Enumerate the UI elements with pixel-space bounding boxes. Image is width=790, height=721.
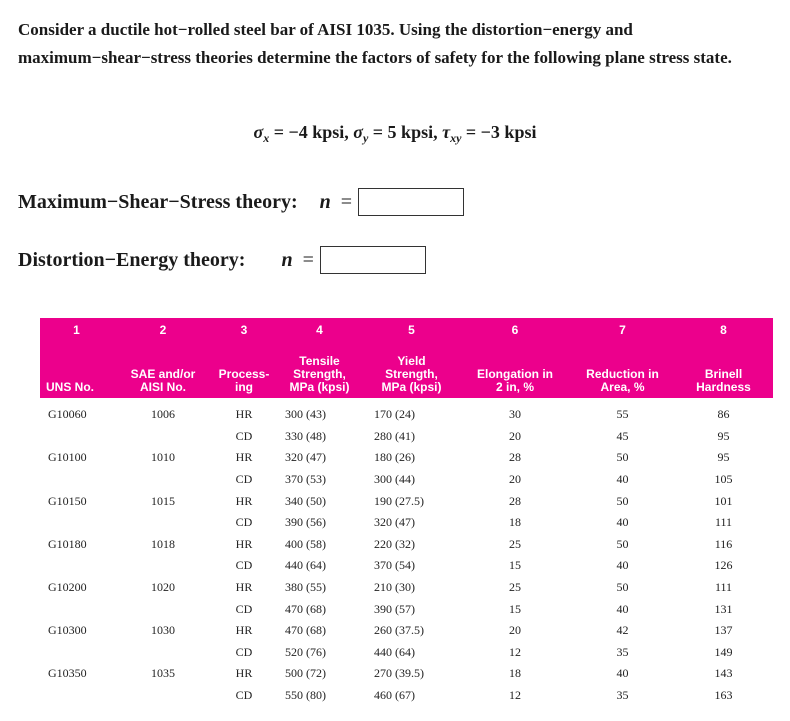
sigma-y-value: = 5 kpsi, [368,122,438,142]
cell-brinell-hardness: 126 [714,558,733,573]
cell-uns-no: G10180 [48,536,87,551]
cell-brinell-hardness: 131 [714,601,733,616]
cell-yield-strength: 270 (39.5) [374,666,424,681]
cell-sae-aisi-no [113,512,213,534]
column-number: 3 [213,318,275,340]
cell-processing: HR [235,666,253,681]
cell-tensile-strength: 470 (68) [285,601,326,616]
cell-processing: CD [235,644,253,659]
cell-reduction-in-area: 40 [616,666,629,681]
header-elongation: Elongation in 2 in, % [459,340,571,398]
column-number: 8 [674,318,773,340]
cell-brinell-hardness: 111 [714,580,733,595]
stress-state-equation [0,122,790,146]
cell-elongation: 18 [509,666,521,681]
cell-yield-strength: 190 (27.5) [374,493,424,508]
table-row [40,663,773,685]
cell-reduction-in-area: 40 [616,558,629,573]
cell-elongation: 25 [509,536,521,551]
sigma-y-symbol: σ [353,122,363,142]
table-row [40,447,773,469]
cell-processing: CD [235,601,253,616]
cell-processing: CD [235,472,253,487]
cell-sae-aisi-no [113,555,213,577]
cell-reduction-in-area: 50 [616,450,629,465]
cell-processing: CD [235,558,253,573]
table-row [40,534,773,556]
cell-tensile-strength: 330 (48) [285,428,326,443]
cell-yield-strength: 390 (57) [374,601,415,616]
cell-uns-no [40,512,113,534]
cell-processing: HR [235,407,253,422]
column-number: 5 [364,318,459,340]
max-shear-stress-input[interactable] [358,188,464,216]
cell-processing: HR [235,493,253,508]
distortion-energy-label: Distortion−Energy theory: [18,248,246,271]
n-symbol: n [319,190,331,213]
cell-tensile-strength: 340 (50) [285,493,326,508]
cell-tensile-strength: 470 (68) [285,623,326,638]
cell-sae-aisi-no [113,642,213,664]
cell-tensile-strength: 400 (58) [285,536,326,551]
cell-elongation: 25 [509,580,521,595]
cell-brinell-hardness: 163 [714,688,733,703]
cell-brinell-hardness: 105 [714,472,733,487]
cell-brinell-hardness: 116 [714,536,733,551]
cell-reduction-in-area: 45 [616,428,629,443]
header-brinell-hardness: Brinell Hardness [674,340,773,398]
cell-tensile-strength: 520 (76) [285,644,326,659]
sigma-x-subscript: x [263,131,270,145]
header-sae-aisi-no: SAE and/or AISI No. [113,340,213,398]
cell-brinell-hardness: 111 [714,515,733,530]
cell-uns-no: G10150 [48,493,87,508]
column-number-row [40,318,773,340]
cell-reduction-in-area: 40 [616,472,629,487]
cell-brinell-hardness: 86 [717,407,730,422]
cell-elongation: 12 [509,644,521,659]
column-number: 2 [113,318,213,340]
cell-brinell-hardness: 101 [714,493,733,508]
header-yield-strength: Yield Strength, MPa (kpsi) [364,340,459,398]
header-reduction-in-area: Reduction in Area, % [571,340,674,398]
cell-elongation: 28 [509,493,521,508]
header-tensile-strength: Tensile Strength, MPa (kpsi) [275,340,364,398]
cell-reduction-in-area: 40 [616,601,629,616]
cell-uns-no: G10350 [48,666,87,681]
cell-yield-strength: 280 (41) [374,428,415,443]
cell-tensile-strength: 550 (80) [285,688,326,703]
cell-tensile-strength: 300 (43) [285,407,326,422]
table-row [40,490,773,512]
cell-yield-strength: 170 (24) [374,407,415,422]
cell-sae-aisi-no [113,685,213,707]
cell-brinell-hardness: 137 [714,623,733,638]
table-row [40,642,773,664]
sigma-x-value: = −4 kpsi, [269,122,349,142]
distortion-energy-input[interactable] [320,246,426,274]
max-shear-stress-label: Maximum−Shear−Stress theory: [18,190,298,213]
column-number: 6 [459,318,571,340]
cell-elongation: 28 [509,450,521,465]
cell-sae-aisi-no [113,469,213,491]
column-number: 7 [571,318,674,340]
cell-yield-strength: 320 (47) [374,515,415,530]
cell-yield-strength: 210 (30) [374,580,415,595]
cell-processing: CD [235,515,253,530]
cell-sae-aisi-no: 1020 [151,580,175,595]
cell-sae-aisi-no [113,598,213,620]
cell-reduction-in-area: 40 [616,515,629,530]
column-number: 4 [275,318,364,340]
cell-sae-aisi-no: 1015 [151,493,175,508]
cell-brinell-hardness: 149 [714,644,733,659]
cell-yield-strength: 460 (67) [374,688,415,703]
cell-processing: HR [235,623,253,638]
cell-yield-strength: 260 (37.5) [374,623,424,638]
cell-yield-strength: 300 (44) [374,472,415,487]
cell-tensile-strength: 390 (56) [285,515,326,530]
cell-sae-aisi-no: 1010 [151,450,175,465]
tau-xy-symbol: τ [442,122,451,142]
cell-reduction-in-area: 42 [616,623,629,638]
cell-uns-no [40,469,113,491]
table-row [40,398,773,426]
cell-processing: HR [235,450,253,465]
table-row [40,577,773,599]
cell-tensile-strength: 440 (64) [285,558,326,573]
cell-reduction-in-area: 35 [616,644,629,659]
cell-sae-aisi-no: 1035 [151,666,175,681]
header-uns-no: UNS No. [40,340,113,398]
cell-uns-no: G10100 [48,450,87,465]
cell-brinell-hardness: 143 [714,666,733,681]
cell-reduction-in-area: 55 [616,407,629,422]
column-number: 1 [40,318,113,340]
cell-elongation: 20 [509,623,521,638]
cell-sae-aisi-no: 1006 [151,407,175,422]
cell-uns-no [40,555,113,577]
column-header-row [40,340,773,398]
cell-processing: CD [235,428,253,443]
cell-processing: HR [235,536,253,551]
cell-reduction-in-area: 35 [616,688,629,703]
tau-xy-subscript: xy [450,131,462,145]
cell-yield-strength: 220 (32) [374,536,415,551]
sigma-y-subscript: y [362,131,369,145]
cell-uns-no [40,642,113,664]
cell-elongation: 20 [509,428,521,443]
table-row [40,512,773,534]
cell-processing: CD [235,688,253,703]
cell-tensile-strength: 370 (53) [285,472,326,487]
cell-uns-no: G10200 [48,580,87,595]
cell-sae-aisi-no: 1030 [151,623,175,638]
cell-uns-no: G10060 [48,407,87,422]
equals-sign: = [340,190,353,213]
cell-elongation: 30 [509,407,521,422]
cell-elongation: 12 [509,688,521,703]
cell-reduction-in-area: 50 [616,493,629,508]
cell-reduction-in-area: 50 [616,580,629,595]
equals-sign: = [302,248,314,271]
n-symbol: n [281,248,293,271]
cell-uns-no [40,598,113,620]
cell-uns-no [40,426,113,448]
table-row [40,598,773,620]
table-body [40,398,773,706]
cell-yield-strength: 440 (64) [374,644,415,659]
cell-processing: HR [235,580,253,595]
steel-properties-table [40,318,773,706]
distortion-energy-answer-row [18,246,426,274]
table-row [40,469,773,491]
cell-uns-no [40,685,113,707]
cell-yield-strength: 370 (54) [374,558,415,573]
table-row [40,555,773,577]
table-row [40,685,773,707]
tau-xy-value: = −3 kpsi [461,122,537,142]
cell-brinell-hardness: 95 [717,428,730,443]
cell-tensile-strength: 320 (47) [285,450,326,465]
cell-elongation: 18 [509,515,521,530]
cell-yield-strength: 180 (26) [374,450,415,465]
cell-elongation: 15 [509,558,521,573]
cell-tensile-strength: 380 (55) [285,580,326,595]
sigma-x-symbol: σ [253,122,264,142]
header-processing: Process- ing [213,340,275,398]
table-row [40,620,773,642]
cell-uns-no: G10300 [48,623,87,638]
cell-elongation: 20 [509,472,521,487]
cell-elongation: 15 [509,601,521,616]
cell-brinell-hardness: 95 [717,450,730,465]
cell-sae-aisi-no: 1018 [151,536,175,551]
cell-reduction-in-area: 50 [616,536,629,551]
table-row [40,426,773,448]
max-shear-stress-answer-row [18,188,464,216]
cell-tensile-strength: 500 (72) [285,666,326,681]
problem-statement: Consider a ductile hot−rolled steel bar of AISI 1035. Using the distortion−energy and maximum−shear−stress theories determine the factors of safety for the following plane stress state. [18,20,732,67]
cell-sae-aisi-no [113,426,213,448]
